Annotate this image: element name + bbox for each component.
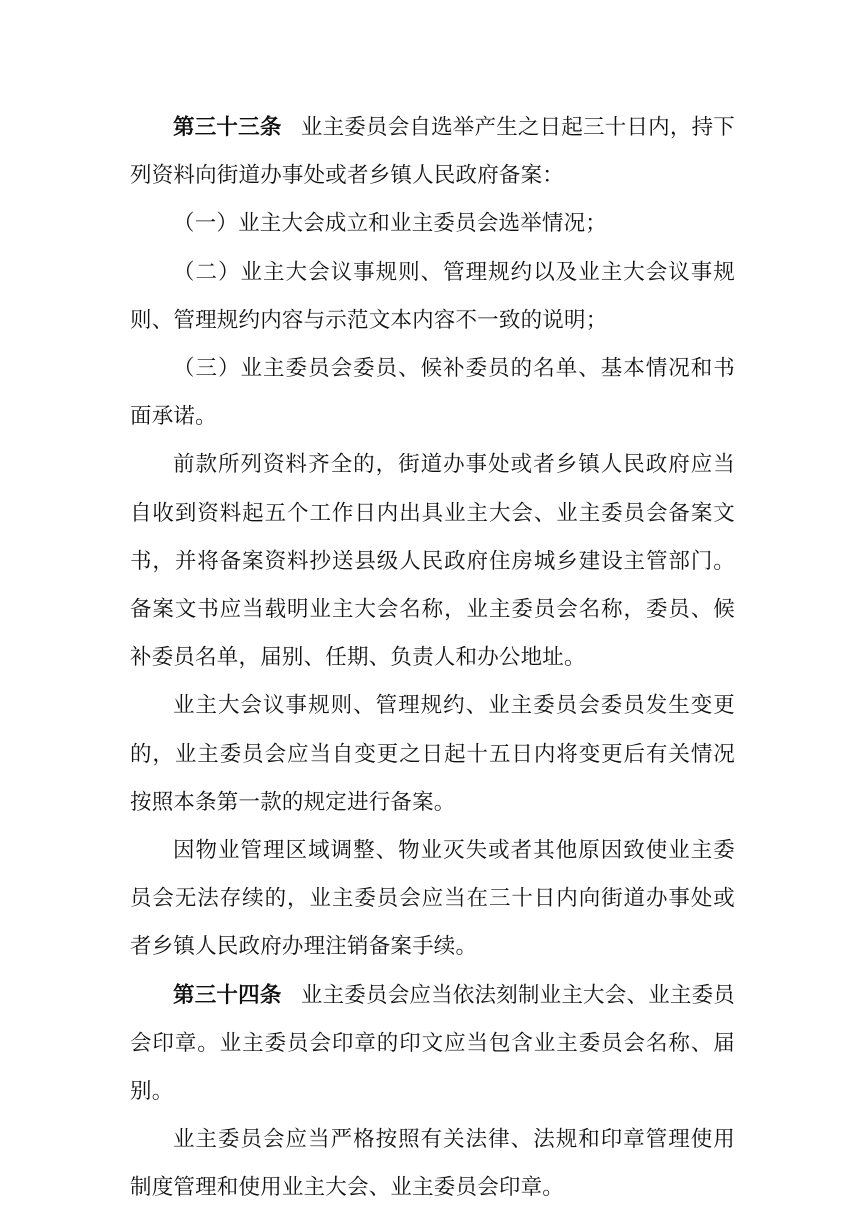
article-33-item-1 [130,200,735,248]
article-34-paragraph [130,972,735,1117]
paragraph-text: （三）业主委员会委员、候补委员的名单、基本情况和书面承诺。 [130,356,735,430]
paragraph-text: （二）业主大会议事规则、管理规约以及业主大会议事规则、管理规约内容与示范文本内容不一致的说明； [130,259,735,333]
paragraph-text: （一）业主大会成立和业主委员会选举情况； [173,211,608,237]
paragraph-text: 业主委员会自选举产生之日起三十日内，持下列资料向街道办事处或者乡镇人民政府备案： [130,115,735,189]
paragraph-text: 业主委员会应当严格按照有关法律、法规和印章管理使用制度管理和使用业主大会、业主委员会印章。 [130,1127,735,1201]
document-page [130,104,735,1213]
article-33-paragraph [130,104,735,200]
paragraph-text: 前款所列资料齐全的，街道办事处或者乡镇人民政府应当自收到资料起五个工作日内出具业主大会、业主委员会备案文书，并将备案资料抄送县级人民政府住房城乡建设主管部门。备案文书应当载明业主大会名称，业主委员会名称，委员、候补委员名单，届别、任期、负责人和办公地址。 [130,452,735,671]
paragraph-text: 业主大会议事规则、管理规约、业主委员会委员发生变更的，业主委员会应当自变更之日起十五日内将变更后有关情况按照本条第一款的规定进行备案。 [130,693,735,815]
article-33-paragraph-2 [130,441,735,682]
article-number: 第三十四条 [173,982,282,1008]
article-number: 第三十三条 [173,115,282,140]
paragraph-text: 因物业管理区域调整、物业灭失或者其他原因致使业主委员会无法存续的，业主委员会应当在三十日内向街道办事处或者乡镇人民政府办理注销备案手续。 [130,838,735,960]
article-34-paragraph-2 [130,1116,735,1212]
article-33-item-3 [130,345,735,441]
article-33-paragraph-3 [130,682,735,827]
paragraph-text: 业主委员会应当依法刻制业主大会、业主委员会印章。业主委员会印章的印文应当包含业主委员会名称、届别。 [130,982,735,1105]
article-33-item-2 [130,249,735,345]
article-33-paragraph-4 [130,827,735,972]
